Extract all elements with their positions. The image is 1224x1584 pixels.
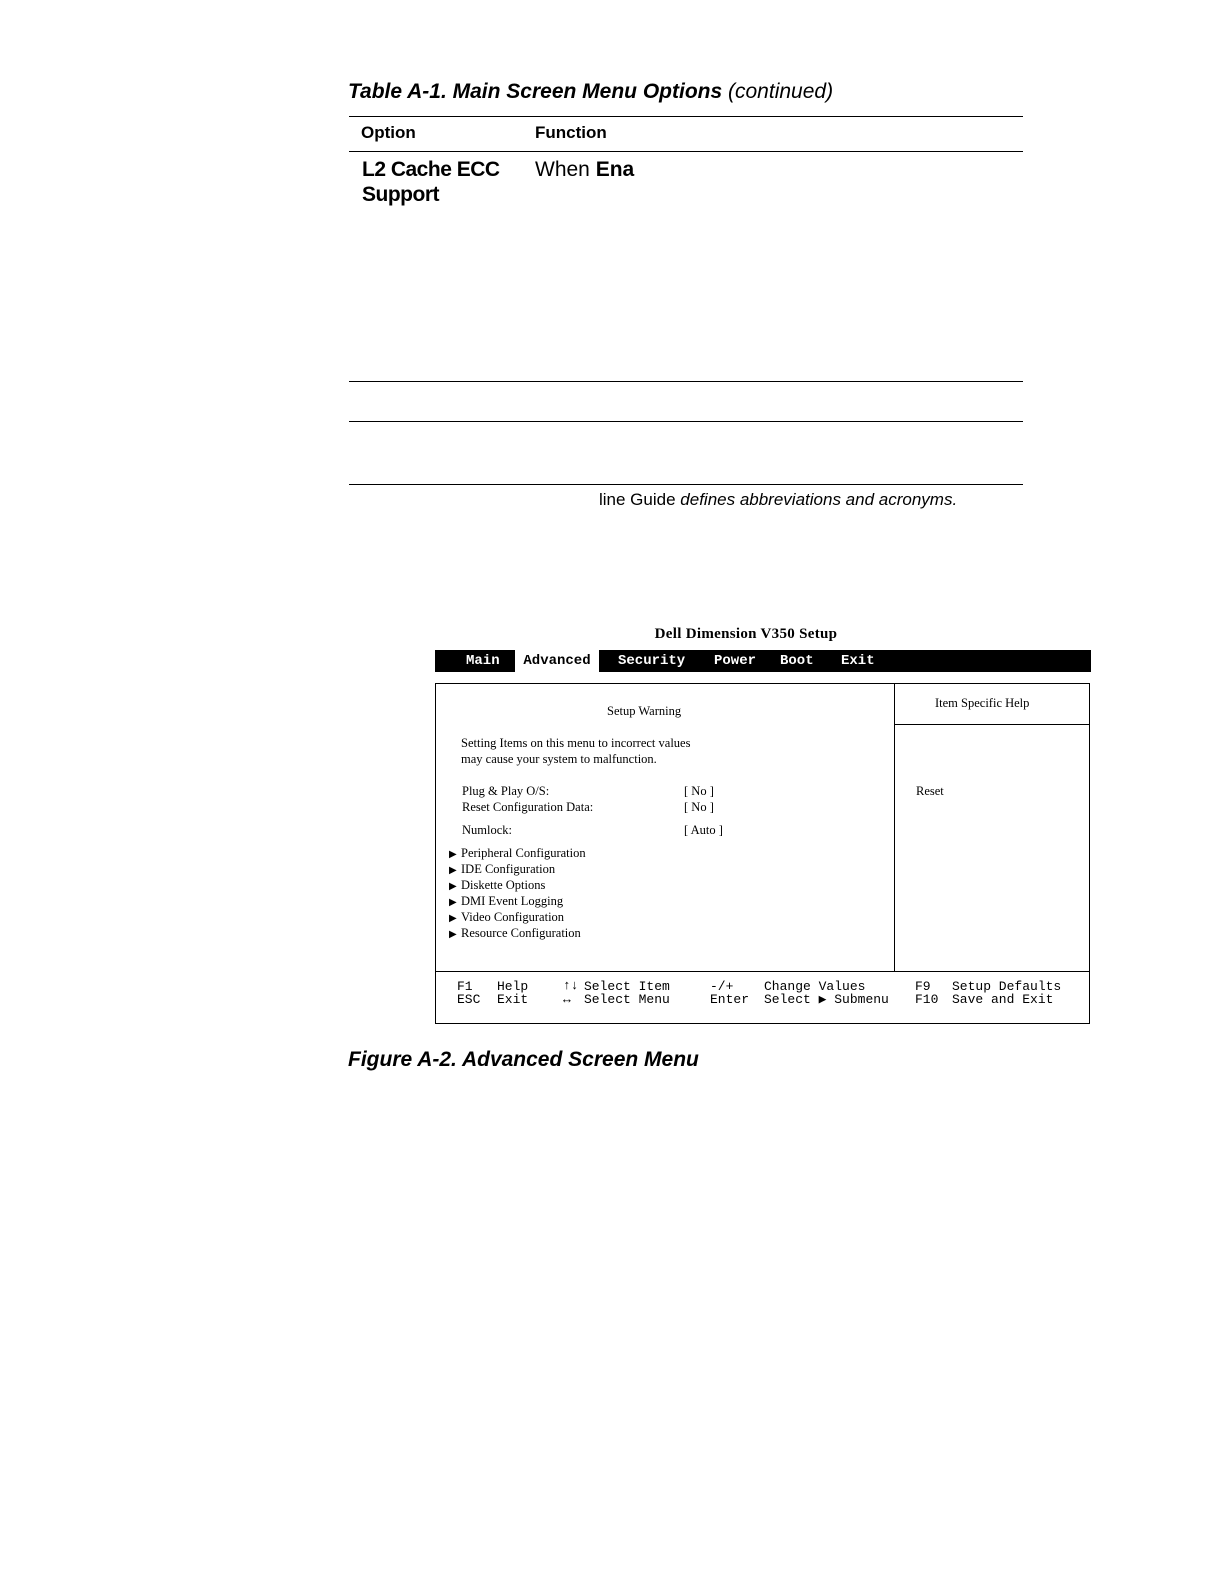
- submenu-resource-configuration[interactable]: [449, 926, 581, 941]
- submenu-peripheral-configuration[interactable]: [449, 846, 586, 861]
- submenu-diskette-options[interactable]: [449, 878, 545, 893]
- key-minus-plus-action: Change Values: [764, 979, 866, 994]
- help-header-divider: [894, 724, 1090, 725]
- table-row-rule-2: [349, 421, 1023, 422]
- setting-value-numlock[interactable]: [ Auto ]: [684, 823, 723, 837]
- submenu-label: IDE Configuration: [461, 862, 556, 876]
- submenu-label: Resource Configuration: [461, 926, 581, 940]
- key-f9-action: Setup Defaults: [952, 979, 1062, 994]
- menu-boot[interactable]: Boot: [780, 653, 814, 669]
- footnote-italic: defines abbreviations and acronyms.: [680, 490, 958, 509]
- submenu-arrow-icon: ▶: [449, 913, 457, 924]
- footer-divider: [435, 971, 1090, 972]
- setup-warning-line-1: Setting Items on this menu to incorrect values: [461, 736, 691, 750]
- function-bold: Ena: [595, 158, 635, 181]
- key-esc-action: Exit: [497, 992, 529, 1007]
- key-updown-action: Select Item: [584, 979, 670, 994]
- submenu-label: Peripheral Configuration: [461, 846, 586, 860]
- submenu-arrow-icon: ▶: [449, 865, 457, 876]
- key-minus-plus: -/+: [710, 979, 734, 994]
- menu-power[interactable]: Power: [714, 653, 757, 669]
- submenu-label: Diskette Options: [461, 878, 546, 892]
- option-cell: [362, 157, 522, 207]
- menu-main[interactable]: Main: [466, 653, 500, 669]
- figure-caption: Figure A-2. Advanced Screen Menu: [348, 1048, 699, 1071]
- setting-label-reset-config: Reset Configuration Data:: [462, 800, 594, 814]
- submenu-ide-configuration[interactable]: [449, 862, 555, 877]
- table-title: [348, 80, 833, 104]
- footnote-plain: line Guide: [599, 490, 681, 509]
- help-panel-divider: [894, 683, 895, 972]
- setting-value-reset-config[interactable]: [ No ]: [684, 800, 714, 814]
- option-line-2: Support: [362, 183, 439, 206]
- key-f1: F1: [457, 979, 473, 994]
- function-prefix: When: [535, 158, 596, 181]
- key-f1-action: Help: [497, 979, 529, 994]
- bios-menu-bar: [435, 650, 1091, 672]
- submenu-video-configuration[interactable]: [449, 910, 564, 925]
- setting-label-numlock: Numlock:: [462, 823, 512, 837]
- column-header-function: Function: [535, 123, 607, 142]
- submenu-label: Video Configuration: [461, 910, 565, 924]
- column-header-option: Option: [361, 123, 416, 142]
- setup-warning-line-2: may cause your system to malfunction.: [461, 752, 657, 766]
- submenu-arrow-icon: ▶: [449, 881, 457, 892]
- key-f9: F9: [915, 979, 931, 994]
- setting-value-plug-play[interactable]: [ No ]: [684, 784, 714, 798]
- table-title-main: Table A-1. Main Screen Menu Options: [348, 80, 723, 103]
- key-esc: ESC: [457, 992, 481, 1007]
- help-panel-text: Reset: [916, 784, 944, 798]
- key-enter-action: Select ▶ Submenu: [764, 992, 889, 1007]
- table-bottom-rule: [349, 484, 1023, 485]
- option-line-1: L2 Cache ECC: [362, 158, 500, 181]
- submenu-dmi-event-logging[interactable]: [449, 894, 563, 909]
- table-top-rule: [349, 116, 1023, 117]
- help-panel-title: Item Specific Help: [935, 696, 1030, 710]
- up-down-arrows-icon: ↑↓: [563, 978, 579, 993]
- key-f10: F10: [915, 992, 939, 1007]
- submenu-label: DMI Event Logging: [461, 894, 564, 908]
- table-row-rule-1: [349, 381, 1023, 382]
- menu-security[interactable]: Security: [618, 653, 686, 669]
- left-right-arrow-icon: ↔: [563, 992, 571, 1007]
- key-f10-action: Save and Exit: [952, 992, 1054, 1007]
- table-title-continued: (continued): [722, 80, 834, 103]
- table-footnote: [599, 490, 957, 510]
- bios-title: Dell Dimension V350 Setup: [654, 626, 838, 642]
- function-cell: [535, 157, 634, 182]
- key-leftright-action: Select Menu: [584, 992, 670, 1007]
- setup-warning-title: Setup Warning: [607, 704, 682, 718]
- submenu-arrow-icon: ▶: [449, 897, 457, 908]
- key-enter: Enter: [710, 992, 750, 1007]
- setting-label-plug-play: Plug & Play O/S:: [462, 784, 550, 798]
- menu-exit[interactable]: Exit: [841, 653, 875, 669]
- submenu-arrow-icon: ▶: [449, 929, 457, 940]
- table-header-rule: [349, 151, 1023, 152]
- submenu-arrow-icon: ▶: [449, 849, 457, 860]
- menu-advanced[interactable]: Advanced: [515, 650, 599, 672]
